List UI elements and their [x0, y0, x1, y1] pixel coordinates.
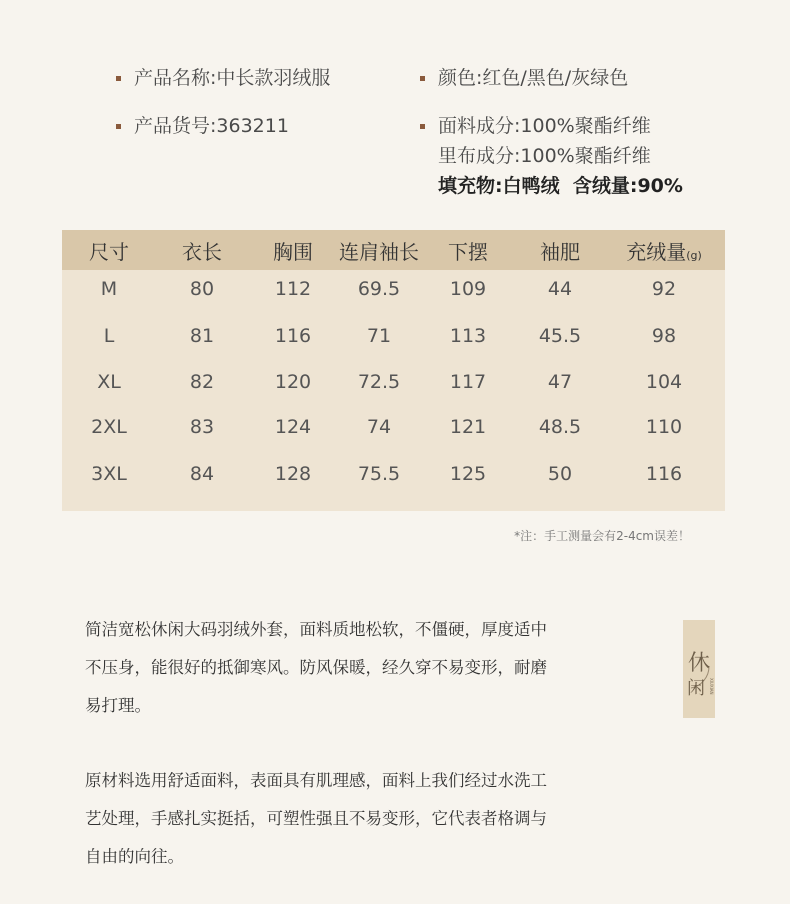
cell-length: 80 [189, 278, 215, 300]
size-table [62, 230, 725, 511]
description-1-line: 易打理。 [85, 696, 151, 715]
cell-fill: 104 [645, 371, 683, 393]
cell-size: L [103, 325, 115, 347]
product-code: 产品货号:363211 [134, 111, 289, 141]
cell-chest: 116 [274, 325, 312, 347]
header-sleeve: 连肩袖长 [339, 240, 419, 264]
cell-length: 82 [189, 371, 215, 393]
cell-fill: 110 [645, 416, 683, 438]
cell-sleeve-width: 44 [547, 278, 573, 300]
header-length: 衣长 [182, 240, 222, 264]
header-fill [626, 236, 702, 265]
cell-sleeve: 69.5 [357, 278, 401, 300]
cell-sleeve-width: 50 [547, 463, 573, 485]
bullet-icon [116, 124, 121, 129]
header-sleeve-width: 袖肥 [540, 240, 580, 264]
cell-length: 84 [189, 463, 215, 485]
leisure-seal [683, 620, 715, 718]
seal-char-2: 闲 [687, 678, 705, 699]
header-fill-label: 充绒量 [626, 240, 687, 264]
header-hem: 下摆 [448, 240, 488, 264]
description-1-line: 简洁宽松休闲大码羽绒外套，面料质地松软，不僵硬，厚度适中 [85, 620, 547, 639]
header-fill-unit: (g) [686, 249, 702, 262]
bullet-icon [116, 76, 121, 81]
header-size: 尺寸 [89, 240, 129, 264]
cell-sleeve: 72.5 [357, 371, 401, 393]
bullet-icon [420, 124, 425, 129]
description-2-line: 原材料选用舒适面料，表面具有肌理感，面料上我们经过水洗工 [85, 771, 547, 790]
cell-fill: 92 [651, 278, 677, 300]
fabric-composition: 面料成分:100%聚酯纤维 [438, 115, 651, 137]
cell-size: M [100, 278, 118, 300]
header-chest: 胸围 [273, 240, 313, 264]
description-2-line: 艺处理，手感扎实挺括，可塑性强且不易变形，它代表者格调与 [85, 809, 547, 828]
description-1-line: 不压身，能很好的抵御寒风。防风保暖，经久穿不易变形，耐磨 [85, 658, 547, 677]
product-materials [438, 111, 683, 201]
bullet-icon [420, 76, 425, 81]
description-1 [85, 611, 625, 725]
cell-sleeve-width: 48.5 [538, 416, 582, 438]
cell-fill: 98 [651, 325, 677, 347]
cell-size: XL [97, 371, 121, 393]
cell-hem: 117 [449, 371, 487, 393]
cell-size: 2XL [91, 416, 127, 438]
filling: 填充物:白鸭绒 [438, 175, 560, 197]
seal-char-1: 休 [687, 651, 711, 676]
cell-sleeve: 74 [366, 416, 392, 438]
cell-hem: 109 [449, 278, 487, 300]
description-2 [85, 762, 625, 876]
cell-fill: 116 [645, 463, 683, 485]
cell-chest: 124 [274, 416, 312, 438]
cell-hem: 125 [449, 463, 487, 485]
seal-small-text: XIUXIAN [709, 678, 714, 695]
product-color: 颜色:红色/黑色/灰绿色 [438, 63, 628, 93]
cell-sleeve: 75.5 [357, 463, 401, 485]
cell-sleeve-width: 45.5 [538, 325, 582, 347]
cell-chest: 128 [274, 463, 312, 485]
cell-hem: 113 [449, 325, 487, 347]
cell-sleeve-width: 47 [547, 371, 573, 393]
product-name: 产品名称:中长款羽绒服 [134, 63, 330, 93]
cell-hem: 121 [449, 416, 487, 438]
cell-length: 83 [189, 416, 215, 438]
size-table-header [62, 230, 725, 270]
cell-sleeve: 71 [366, 325, 392, 347]
down-content: 含绒量:90% [572, 175, 683, 197]
leisure-seal-graphic [683, 620, 715, 718]
cell-chest: 112 [274, 278, 312, 300]
lining-composition: 里布成分:100%聚酯纤维 [438, 145, 651, 167]
cell-chest: 120 [274, 371, 312, 393]
filling-line [438, 171, 683, 201]
cell-length: 81 [189, 325, 215, 347]
measurement-note: *注：手工测量会有2-4cm误差！ [514, 529, 690, 543]
description-2-line: 自由的向往。 [85, 847, 184, 866]
cell-size: 3XL [91, 463, 127, 485]
